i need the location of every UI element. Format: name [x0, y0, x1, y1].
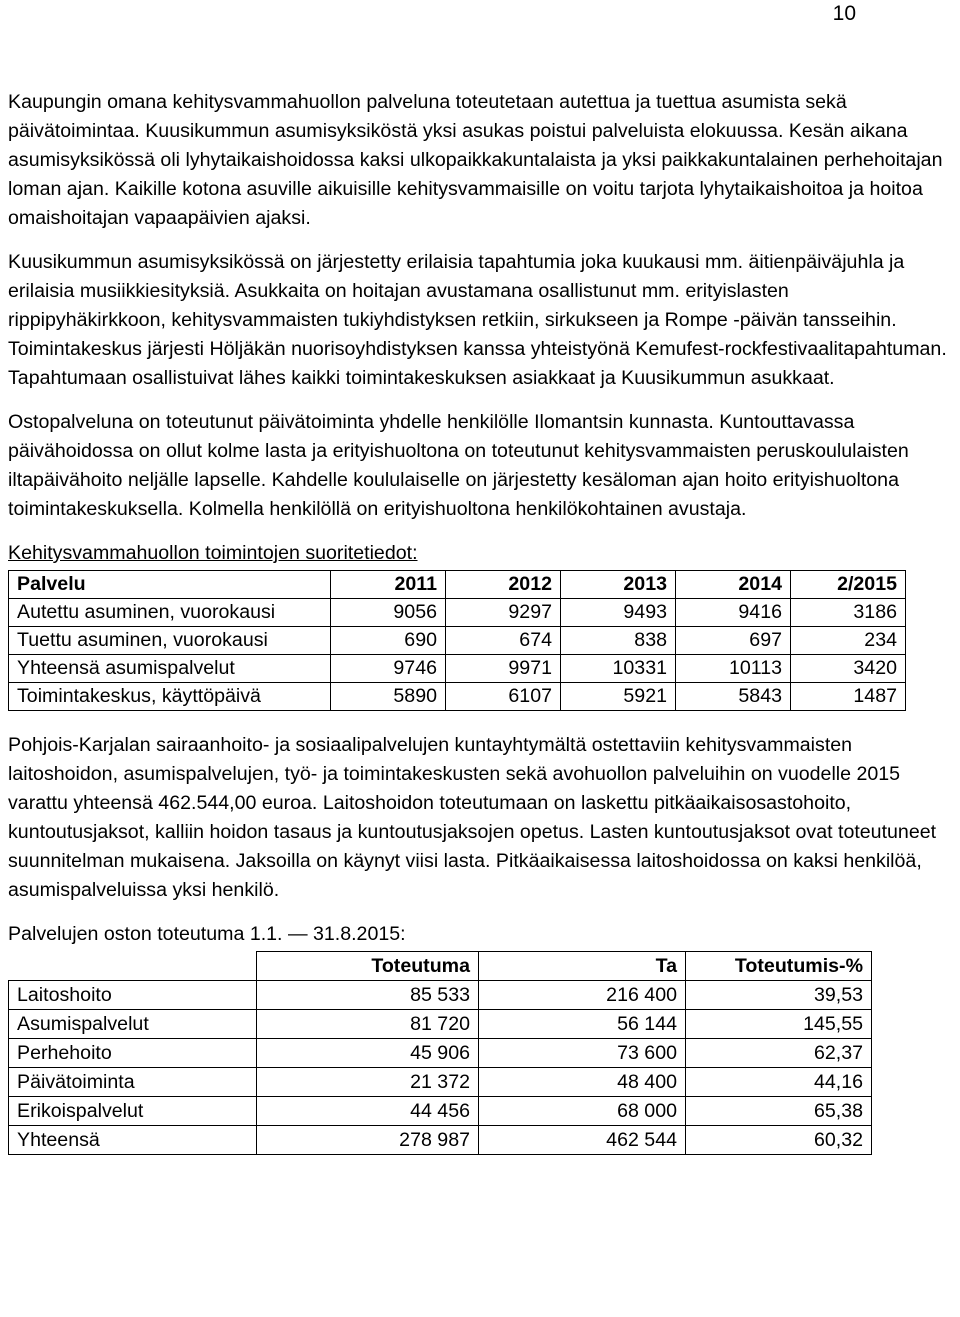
page-number: 10 [832, 2, 856, 25]
table-cell: 60,32 [686, 1126, 872, 1155]
table-cell: 56 144 [479, 1010, 686, 1039]
table-row [9, 1097, 872, 1126]
table-cell: 5921 [561, 683, 676, 711]
table-cell: 838 [561, 627, 676, 655]
table-row [9, 981, 872, 1010]
document-body [8, 88, 952, 1155]
table-cell: Yhteensä asumispalvelut [9, 655, 331, 683]
table-cell: Erikoispalvelut [9, 1097, 257, 1126]
table-cell: 674 [446, 627, 561, 655]
table-cell: 9493 [561, 599, 676, 627]
table-cell: 5843 [676, 683, 791, 711]
table-cell: Asumispalvelut [9, 1010, 257, 1039]
paragraph-2: Kuusikummun asumisyksikössä on järjestetty erilaisia tapahtumia joka kuukausi mm. äitienpäiväjuhla ja erilaisia musiikkiesityksiä. Asukkaita on hoitajan avustamana osallistunut mm. erityislasten rippipyhäkirkkoon, kehitysvammaisten tukiyhdistyksen retkiin, sirkukseen ja Rompe -päivän tansseihin. Toimintakeskus järjesti Höljäkän nuorisoyhdistyksen kanssa yhteistyönä Kemufest-rockfestivaalitapahtuman. Tapahtumaan osallistuivat lähes kaikki toimintakeskuksen asiakkaat ja Kuusikummun asukkaat. [8, 251, 947, 389]
table-row [9, 627, 906, 655]
table-row [9, 683, 906, 711]
header-cell: 2012 [446, 571, 561, 599]
table-row [9, 1068, 872, 1097]
table-cell: 690 [331, 627, 446, 655]
table-cell: Yhteensä [9, 1126, 257, 1155]
purchase-table [8, 951, 872, 1155]
header-cell [9, 952, 257, 981]
table-cell: 73 600 [479, 1039, 686, 1068]
table-cell: Autettu asuminen, vuorokausi [9, 599, 331, 627]
table-cell: 3186 [791, 599, 906, 627]
table-cell: 216 400 [479, 981, 686, 1010]
header-cell: Ta [479, 952, 686, 981]
table-cell: 68 000 [479, 1097, 686, 1126]
table-cell: 9416 [676, 599, 791, 627]
table-header-row [9, 952, 872, 981]
table-row [9, 1039, 872, 1068]
table-cell: 234 [791, 627, 906, 655]
table-cell: 39,53 [686, 981, 872, 1010]
paragraph-1: Kaupungin omana kehitysvammahuollon palveluna toteutetaan autettua ja tuettua asumista sekä päivätoimintaa. Kuusikummun asumisyksiköstä yksi asukas poistui palveluista elokuussa. Kesän aikana asumisyksikössä oli lyhytaikaishoidossa kaksi ulkopaikkakuntalaista ja yksi paikkakuntalainen perhehoitajan loman ajan. Kaikille kotona asuville aikuisille kehitysvammaisille on voitu tarjota lyhytaikaishoitoa ja hoitoa omaishoitajan vapaapäivien ajaksi. [8, 91, 943, 229]
header-cell: Toteutuma [257, 952, 479, 981]
table-cell: Perhehoito [9, 1039, 257, 1068]
table-cell: 48 400 [479, 1068, 686, 1097]
table-cell: 1487 [791, 683, 906, 711]
table-cell: 10113 [676, 655, 791, 683]
table-header-row [9, 571, 906, 599]
table-cell: 6107 [446, 683, 561, 711]
table-cell: Laitoshoito [9, 981, 257, 1010]
table-row [9, 1010, 872, 1039]
table-cell: Toimintakeskus, käyttöpäivä [9, 683, 331, 711]
table-cell: Tuettu asuminen, vuorokausi [9, 627, 331, 655]
table-cell: 85 533 [257, 981, 479, 1010]
table-cell: 9297 [446, 599, 561, 627]
table-cell: 45 906 [257, 1039, 479, 1068]
table-cell: 697 [676, 627, 791, 655]
table1-caption: Kehitysvammahuollon toimintojen suoritetiedot: [8, 542, 418, 564]
table-cell: 5890 [331, 683, 446, 711]
table-cell: 65,38 [686, 1097, 872, 1126]
table-row [9, 1126, 872, 1155]
header-cell: Toteutumis-% [686, 952, 872, 981]
table-cell: 9056 [331, 599, 446, 627]
table-cell: 9746 [331, 655, 446, 683]
table-cell: 462 544 [479, 1126, 686, 1155]
paragraph-4: Pohjois-Karjalan sairaanhoito- ja sosiaalipalvelujen kuntayhtymältä ostettaviin kehitysvammaisten laitoshoidon, asumispalvelujen, työ- ja toimintakeskusten sekä avohuollon palveluihin on vuodelle 2015 varattu yhteensä 462.544,00 euroa. Laitoshoidon toteutumaan on laskettu pitkäaikaisosastohoito, kuntoutusjaksot, kalliin hoidon tasaus ja kuntoutusjaksojen opetus. Lasten kuntoutusjaksot ovat toteutuneet suunnitelman mukaisena. Jaksoilla on käynyt viisi lasta. Pitkäaikaisessa laitoshoidossa on kaksi henkilöä, asumispalveluissa yksi henkilö. [8, 734, 937, 901]
table-cell: 44,16 [686, 1068, 872, 1097]
header-cell: 2011 [331, 571, 446, 599]
table-cell: 278 987 [257, 1126, 479, 1155]
paragraph-3: Ostopalveluna on toteutunut päivätoiminta yhdelle henkilölle Ilomantsin kunnasta. Kuntouttavassa päivähoidossa on ollut kolme lasta ja erityishuoltona on toteutunut kehitysvammaisten peruskoululaisten iltapäivähoito neljälle lapselle. Kahdelle koululaiselle on järjestetty kesäloman ajan hoito erityishuoltona toimintakeskuksella. Kolmella henkilöllä on erityishuoltona henkilökohtainen avustaja. [8, 411, 909, 520]
header-cell: 2/2015 [791, 571, 906, 599]
table-cell: 9971 [446, 655, 561, 683]
table-row [9, 599, 906, 627]
table-row [9, 655, 906, 683]
table-cell: 44 456 [257, 1097, 479, 1126]
table-cell: 62,37 [686, 1039, 872, 1068]
table2-caption: Palvelujen oston toteutuma 1.1. — 31.8.2015: [8, 923, 406, 945]
header-cell: Palvelu [9, 571, 331, 599]
table-cell: Päivätoiminta [9, 1068, 257, 1097]
table-cell: 81 720 [257, 1010, 479, 1039]
table-cell: 3420 [791, 655, 906, 683]
services-table [8, 570, 906, 711]
header-cell: 2013 [561, 571, 676, 599]
header-cell: 2014 [676, 571, 791, 599]
table-cell: 145,55 [686, 1010, 872, 1039]
table-cell: 21 372 [257, 1068, 479, 1097]
table-cell: 10331 [561, 655, 676, 683]
